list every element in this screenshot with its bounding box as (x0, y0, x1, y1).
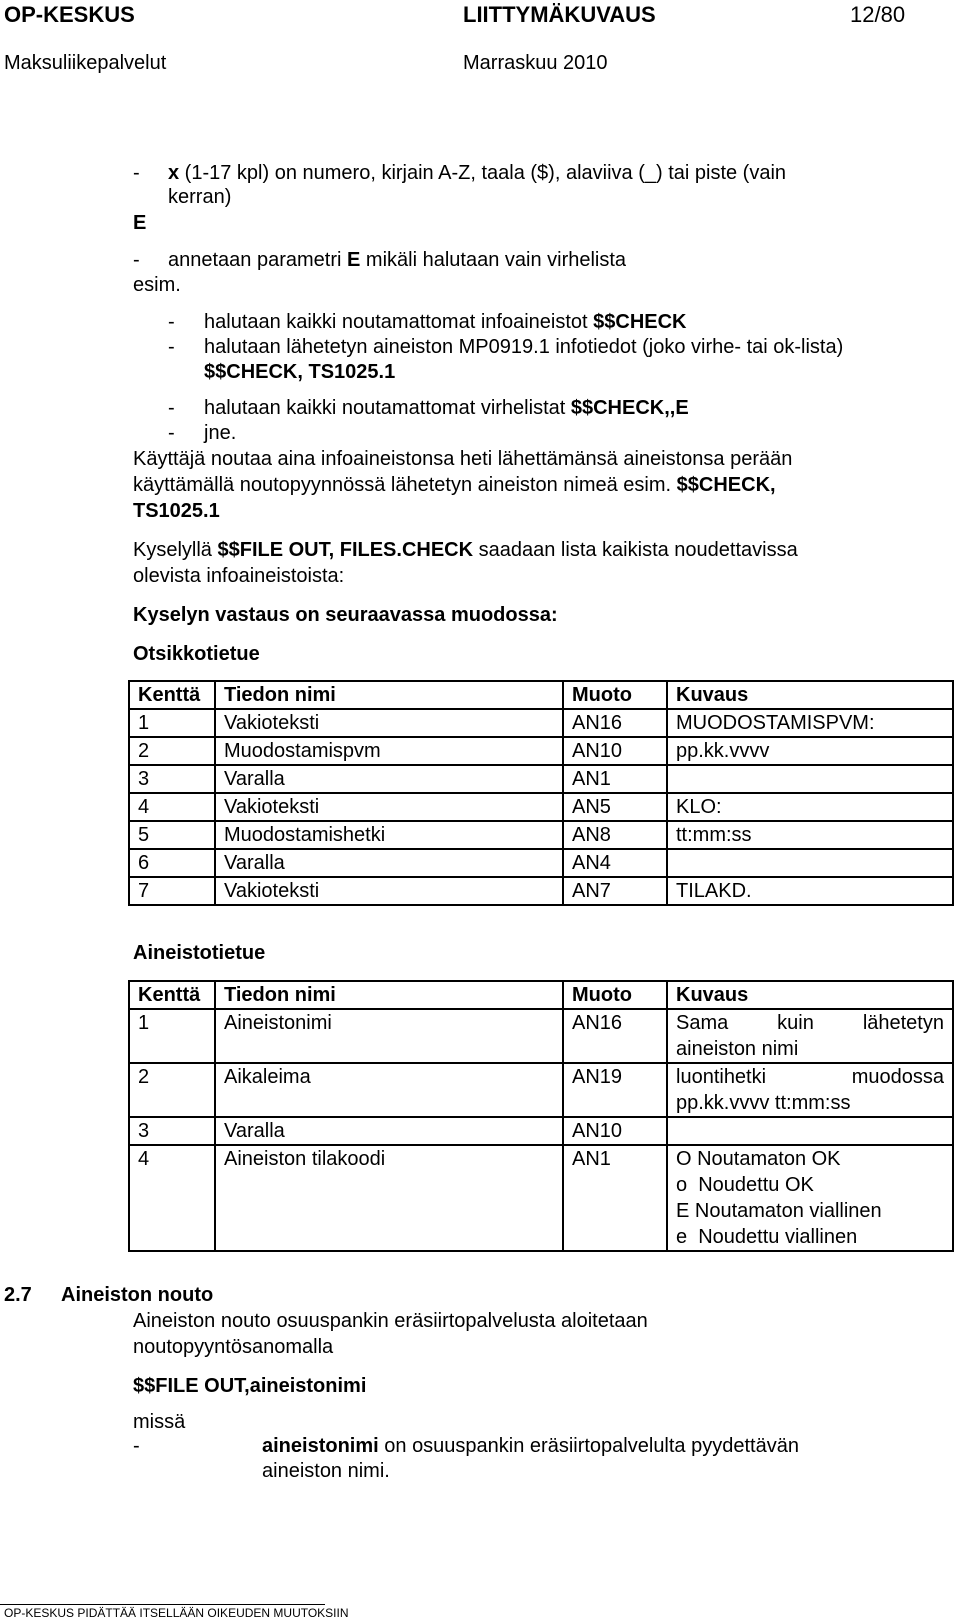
table-cell: 1 (129, 709, 215, 737)
column-header: Kenttä (129, 981, 215, 1009)
table-cell (667, 1063, 953, 1117)
table-row (129, 849, 953, 877)
section-text-line-2: noutopyyntösanomalla (133, 1336, 334, 1358)
column-header: Kenttä (129, 681, 215, 709)
definition-line-2: aineiston nimi. (262, 1460, 390, 1482)
header-date: Marraskuu 2010 (463, 52, 608, 74)
column-header: Muoto (563, 981, 667, 1009)
table-cell: pp.kk.vvvv (667, 737, 953, 765)
table-cell: AN1 (563, 1145, 667, 1251)
table-cell: AN8 (563, 821, 667, 849)
paragraph-1-line-3: TS1025.1 (133, 500, 220, 522)
table-row (129, 877, 953, 905)
esim-label: esim. (133, 274, 181, 296)
description-line: Sama kuin lähetetyn (676, 1012, 944, 1034)
definition-line-1: aineistonimi on osuuspankin eräsiirtopalvelulta pyydettävän (262, 1435, 799, 1457)
table-row (129, 1117, 953, 1145)
column-header: Tiedon nimi (215, 681, 563, 709)
example-4: jne. (204, 422, 237, 444)
description-line: pp.kk.vvvv tt:mm:ss (676, 1092, 851, 1114)
paragraph-2-line-1: Kyselyllä $$FILE OUT, FILES.CHECK saadaan lista kaikista noudettavissa (133, 539, 798, 561)
description-line: aineiston nimi (676, 1038, 799, 1060)
column-header: Tiedon nimi (215, 981, 563, 1009)
section-number: 2.7 (4, 1284, 32, 1306)
table-row (129, 1063, 953, 1117)
table-cell: AN16 (563, 709, 667, 737)
section-title: Aineiston nouto (61, 1284, 214, 1306)
example-2-command: $$CHECK, TS1025.1 (204, 361, 396, 383)
table-cell: 2 (129, 737, 215, 765)
table-row (129, 765, 953, 793)
table-cell: Aineistonimi (215, 1009, 563, 1063)
table-cell: AN10 (563, 1117, 667, 1145)
column-header: Kuvaus (667, 681, 953, 709)
table-cell: AN16 (563, 1009, 667, 1063)
footer-notice: OP-KESKUS PIDÄTTÄÄ ITSELLÄÄN OIKEUDEN MUUTOKSIIN (4, 1606, 349, 1620)
paragraph-1-line-1: Käyttäjä noutaa aina infoaineistonsa heti lähettämänsä aineistonsa perään (133, 448, 793, 470)
bullet-dash: - (133, 249, 140, 271)
table-cell: 3 (129, 1117, 215, 1145)
description-line: luontihetki muodossa (676, 1066, 944, 1088)
example-1: halutaan kaikki noutamattomat infoaineistot $$CHECK (204, 311, 687, 333)
table-cell (667, 1117, 953, 1145)
bullet-dash: - (133, 1435, 140, 1457)
table-cell: Vakioteksti (215, 877, 563, 905)
header-left-title: OP-KESKUS (4, 2, 135, 27)
table-cell: Muodostamishetki (215, 821, 563, 849)
table-cell: Varalla (215, 765, 563, 793)
table-cell: Varalla (215, 1117, 563, 1145)
bullet-dash: - (168, 397, 175, 419)
table-cell: Muodostamispvm (215, 737, 563, 765)
footer-rule (0, 1604, 325, 1605)
table-header-row (129, 981, 953, 1009)
table-cell: AN7 (563, 877, 667, 905)
table-cell: KLO: (667, 793, 953, 821)
table-cell: AN10 (563, 737, 667, 765)
table-row (129, 793, 953, 821)
table-cell (667, 849, 953, 877)
otsikkotietue-table (128, 680, 954, 906)
table-cell: Vakioteksti (215, 709, 563, 737)
page-number: 12/80 (850, 2, 906, 27)
response-heading: Kyselyn vastaus on seuraavassa muodossa: (133, 604, 558, 626)
table-cell (667, 765, 953, 793)
otsikkotietue-heading: Otsikkotietue (133, 643, 260, 665)
table-cell: 4 (129, 793, 215, 821)
header-left-sub: Maksuliikepalvelut (4, 52, 167, 74)
column-header: Kuvaus (667, 981, 953, 1009)
header-center-title: LIITTYMÄKUVAUS (463, 2, 656, 27)
table-row (129, 737, 953, 765)
missa-label: missä (133, 1411, 186, 1433)
column-header: Muoto (563, 681, 667, 709)
table-cell: 3 (129, 765, 215, 793)
table-header-row (129, 681, 953, 709)
bullet-dash: - (168, 422, 175, 444)
table-row (129, 1009, 953, 1063)
bullet-dash: - (168, 336, 175, 358)
paragraph-1-line-2: käyttämällä noutopyynnössä lähetetyn aineiston nimeä esim. $$CHECK, (133, 474, 776, 496)
bullet-dash: - (133, 162, 140, 184)
status-code-line: E Noutamaton viallinen (676, 1200, 882, 1222)
table-cell: Vakioteksti (215, 793, 563, 821)
table-cell: 4 (129, 1145, 215, 1251)
table-cell: Aineiston tilakoodi (215, 1145, 563, 1251)
table-cell: 6 (129, 849, 215, 877)
table-cell: AN19 (563, 1063, 667, 1117)
table-cell: Aikaleima (215, 1063, 563, 1117)
table-cell: 2 (129, 1063, 215, 1117)
table-cell: AN5 (563, 793, 667, 821)
status-code-line: O Noutamaton OK (676, 1148, 841, 1170)
table-row (129, 709, 953, 737)
bullet-dash: - (168, 311, 175, 333)
table-cell: tt:mm:ss (667, 821, 953, 849)
x-definition-cont: kerran) (168, 186, 232, 208)
example-2: halutaan lähetetyn aineiston MP0919.1 infotiedot (joko virhe- tai ok-lista) (204, 336, 844, 358)
table-cell: AN1 (563, 765, 667, 793)
table-cell: 1 (129, 1009, 215, 1063)
table-cell: MUODOSTAMISPVM: (667, 709, 953, 737)
table-row (129, 1145, 953, 1251)
aineistotietue-heading: Aineistotietue (133, 942, 266, 964)
e-label: E (133, 212, 147, 234)
table-cell: AN4 (563, 849, 667, 877)
table-cell: 7 (129, 877, 215, 905)
table-cell: 5 (129, 821, 215, 849)
aineistotietue-table (128, 980, 954, 1252)
paragraph-2-line-2: olevista infoaineistoista: (133, 565, 345, 587)
table-cell: Varalla (215, 849, 563, 877)
command-example: $$FILE OUT,aineistonimi (133, 1375, 367, 1397)
table-cell (667, 1009, 953, 1063)
section-text-line-1: Aineiston nouto osuuspankin eräsiirtopalvelusta aloitetaan (133, 1310, 648, 1332)
status-code-line: e Noudettu viallinen (676, 1226, 858, 1248)
x-definition: x (1-17 kpl) on numero, kirjain A-Z, taala ($), alaviiva (_) tai piste (vain (168, 162, 787, 184)
table-cell (667, 1145, 953, 1251)
table-row (129, 821, 953, 849)
table-cell: TILAKD. (667, 877, 953, 905)
status-code-line: o Noudettu OK (676, 1174, 814, 1196)
example-3: halutaan kaikki noutamattomat virhelistat $$CHECK,,E (204, 397, 689, 419)
e-definition: annetaan parametri E mikäli halutaan vain virhelista (168, 249, 627, 271)
